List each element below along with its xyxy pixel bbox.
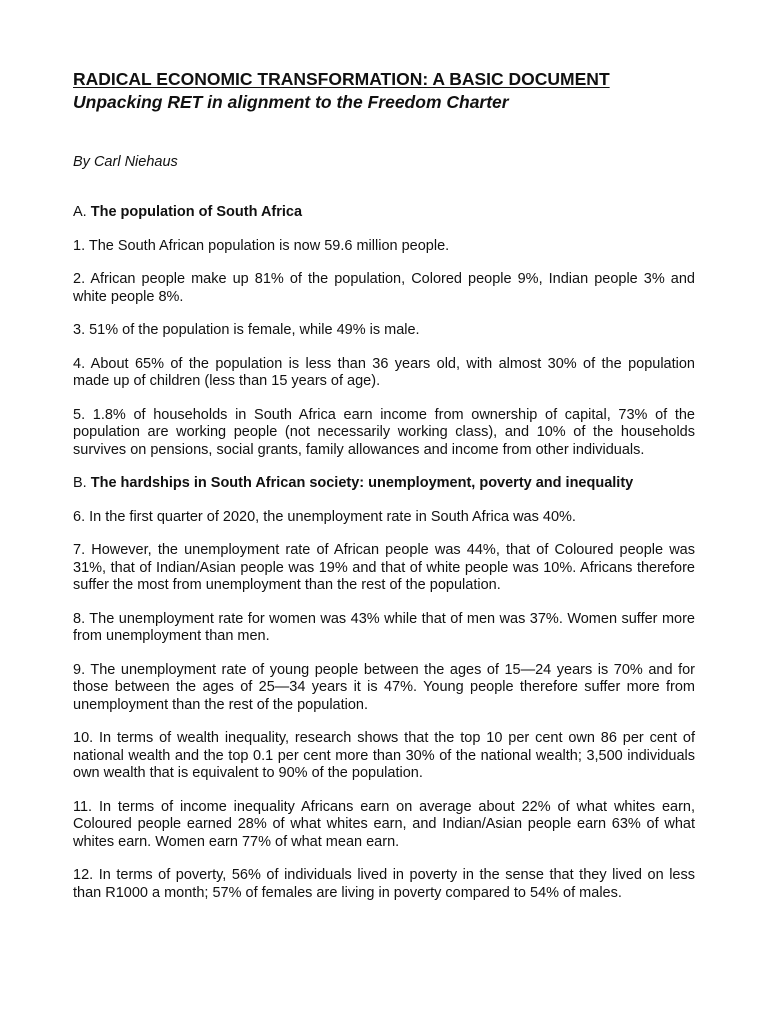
paragraph-8: 8. The unemployment rate for women was 43% while that of men was 37%. Women suffer more from unemployment than men. xyxy=(73,610,695,644)
author-byline: By Carl Niehaus xyxy=(73,154,178,170)
section-letter: A. xyxy=(73,204,87,220)
section-title: The population of South Africa xyxy=(90,204,303,220)
document-subtitle: Unpacking RET in alignment to the Freedom Charter xyxy=(73,92,509,112)
paragraph-10: 10. In terms of wealth inequality, research shows that the top 10 per cent own 86 per cent of national wealth and the top 0.1 per cent more than 30% of the national wealth; 3,500 individuals own wealth that is equivalent to 90% of the population. xyxy=(73,730,695,781)
section-heading-b xyxy=(73,475,695,493)
paragraph-11: 11. In terms of income inequality Africans earn on average about 22% of what whites earn, Coloured people earned 28% of what whites earn, and Indian/Asian people earn 63% of what whites earn. Women earn 77% of what mean earn. xyxy=(73,798,695,850)
paragraph-12: 12. In terms of poverty, 56% of individuals lived in poverty in the sense that they lived on less than R1000 a month; 57% of females are living in poverty compared to 54% of males. xyxy=(73,867,695,901)
paragraph-7: 7. However, the unemployment rate of African people was 44%, that of Coloured people was 31%, that of Indian/Asian people was 19% and that of white people was 10%. Africans therefore suffer the most from unemployment than the rest of the population. xyxy=(73,542,695,593)
paragraph-2: 2. African people make up 81% of the population, Colored people 9%, Indian people 3% and white people 8%. xyxy=(73,271,695,305)
document-title: RADICAL ECONOMIC TRANSFORMATION: A BASIC DOCUMENT xyxy=(73,69,610,89)
paragraph-4: 4. About 65% of the population is less than 36 years old, with almost 30% of the population made up of children (less than 15 years of age). xyxy=(73,355,695,389)
paragraph-1: 1. The South African population is now 59.6 million people. xyxy=(73,237,450,254)
paragraph-3: 3. 51% of the population is female, while 49% is male. xyxy=(73,322,420,338)
paragraph-9: 9. The unemployment rate of young people between the ages of 15—24 years is 70% and for those between the ages of 25—34 years it is 47%. Young people therefore suffer more from unemployment than the rest of the population. xyxy=(73,661,695,713)
section-title: The hardships in South African society: unemployment, poverty and inequality xyxy=(90,475,634,491)
document-body xyxy=(73,204,695,918)
section-letter: B. xyxy=(73,475,87,491)
paragraph-6: 6. In the first quarter of 2020, the unemployment rate in South Africa was 40%. xyxy=(73,508,576,525)
paragraph-5: 5. 1.8% of households in South Africa earn income from ownership of capital, 73% of the population are working people (not necessarily working class), and 10% of the households survives on pensions, social grants, family allowances and income from other individuals. xyxy=(73,406,695,458)
section-heading-a xyxy=(73,204,695,222)
